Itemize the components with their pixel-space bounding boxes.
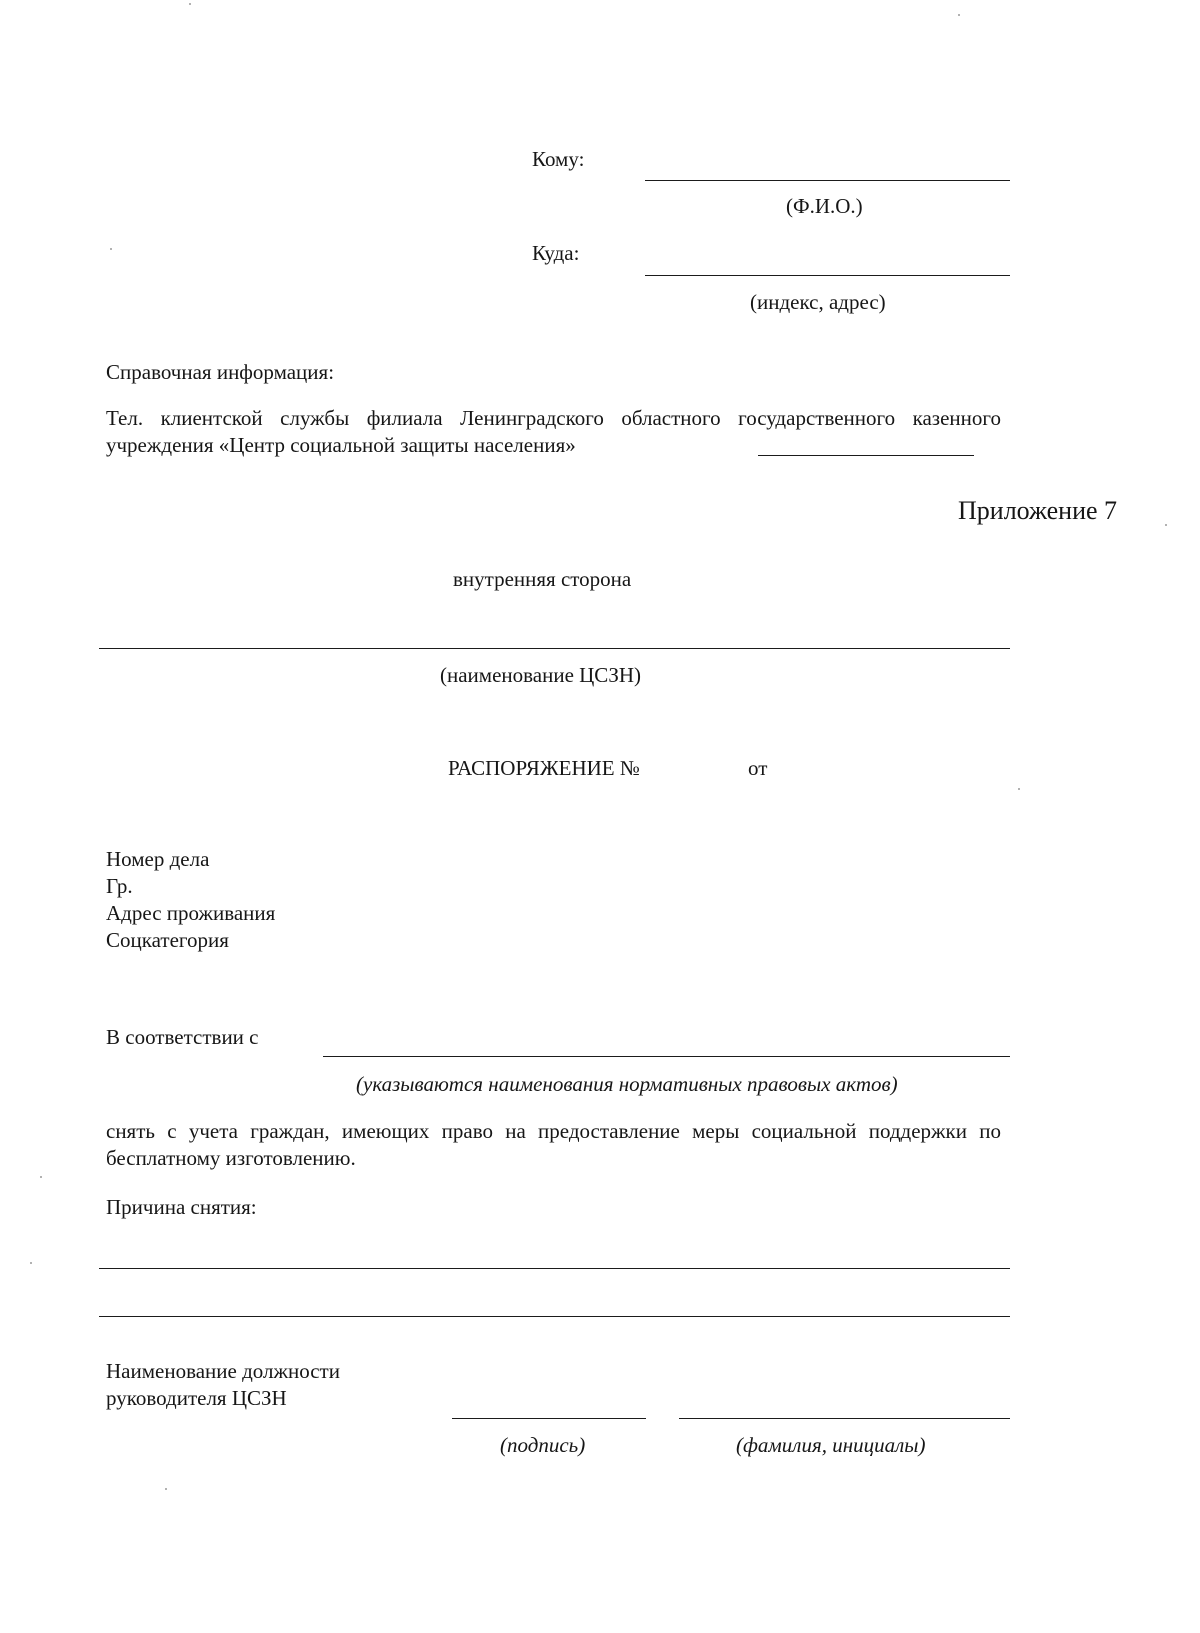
- scan-speck: [1018, 788, 1020, 790]
- to-caption: (Ф.И.О.): [786, 194, 863, 218]
- accordance-label: В соответствии с: [106, 1025, 259, 1049]
- scan-speck: [958, 14, 960, 16]
- case-fields: [106, 846, 506, 954]
- case-field-number: Номер дела: [106, 847, 210, 871]
- reference-heading: Справочная информация:: [106, 360, 335, 384]
- scan-speck: [165, 1488, 167, 1490]
- case-field-citizen: Гр.: [106, 874, 133, 898]
- scan-speck: [1165, 524, 1167, 526]
- accordance-fill-line: [323, 1056, 1010, 1057]
- phone-fill-line: [758, 455, 974, 456]
- accordance-caption: (указываются наименования нормативных правовых актов): [356, 1072, 898, 1096]
- to-fill-line: [645, 180, 1010, 181]
- reference-text: [106, 405, 1001, 459]
- name-line: [679, 1418, 1010, 1419]
- case-field-category: Соцкатегория: [106, 928, 229, 952]
- reason-line-1: [99, 1268, 1010, 1269]
- order-title: РАСПОРЯЖЕНИЕ №: [448, 756, 640, 780]
- inner-side-label: внутренняя сторона: [453, 567, 632, 591]
- scan-speck: [189, 3, 191, 5]
- position-line-2: руководителя ЦСЗН: [106, 1386, 287, 1410]
- decision-text: [106, 1118, 1001, 1172]
- scan-speck: [40, 1176, 42, 1178]
- where-fill-line: [645, 275, 1010, 276]
- where-caption: (индекс, адрес): [750, 290, 886, 314]
- signature-line: [452, 1418, 646, 1419]
- name-caption: (фамилия, инициалы): [736, 1433, 926, 1457]
- order-date-label: от: [748, 756, 768, 780]
- org-caption: (наименование ЦСЗН): [440, 663, 641, 687]
- scan-speck: [30, 1262, 32, 1264]
- scan-speck: [110, 248, 112, 250]
- reason-line-2: [99, 1316, 1010, 1317]
- reason-label: Причина снятия:: [106, 1195, 257, 1219]
- appendix-label: Приложение 7: [958, 496, 1118, 525]
- signature-caption: (подпись): [500, 1433, 586, 1457]
- reference-text-body: Тел. клиентской службы филиала Ленинградского областного государственного казенного учреждения «Центр социальной защиты населения»: [106, 406, 1001, 457]
- decision-text-body: снять с учета граждан, имеющих право на предоставление меры социальной поддержки по бесплатному изготовлению.: [106, 1119, 1001, 1170]
- position-title: [106, 1358, 526, 1412]
- where-label: Куда:: [532, 241, 580, 265]
- position-line-1: Наименование должности: [106, 1359, 340, 1383]
- case-field-address: Адрес проживания: [106, 901, 276, 925]
- to-label: Кому:: [532, 147, 585, 171]
- org-name-line: [99, 648, 1010, 649]
